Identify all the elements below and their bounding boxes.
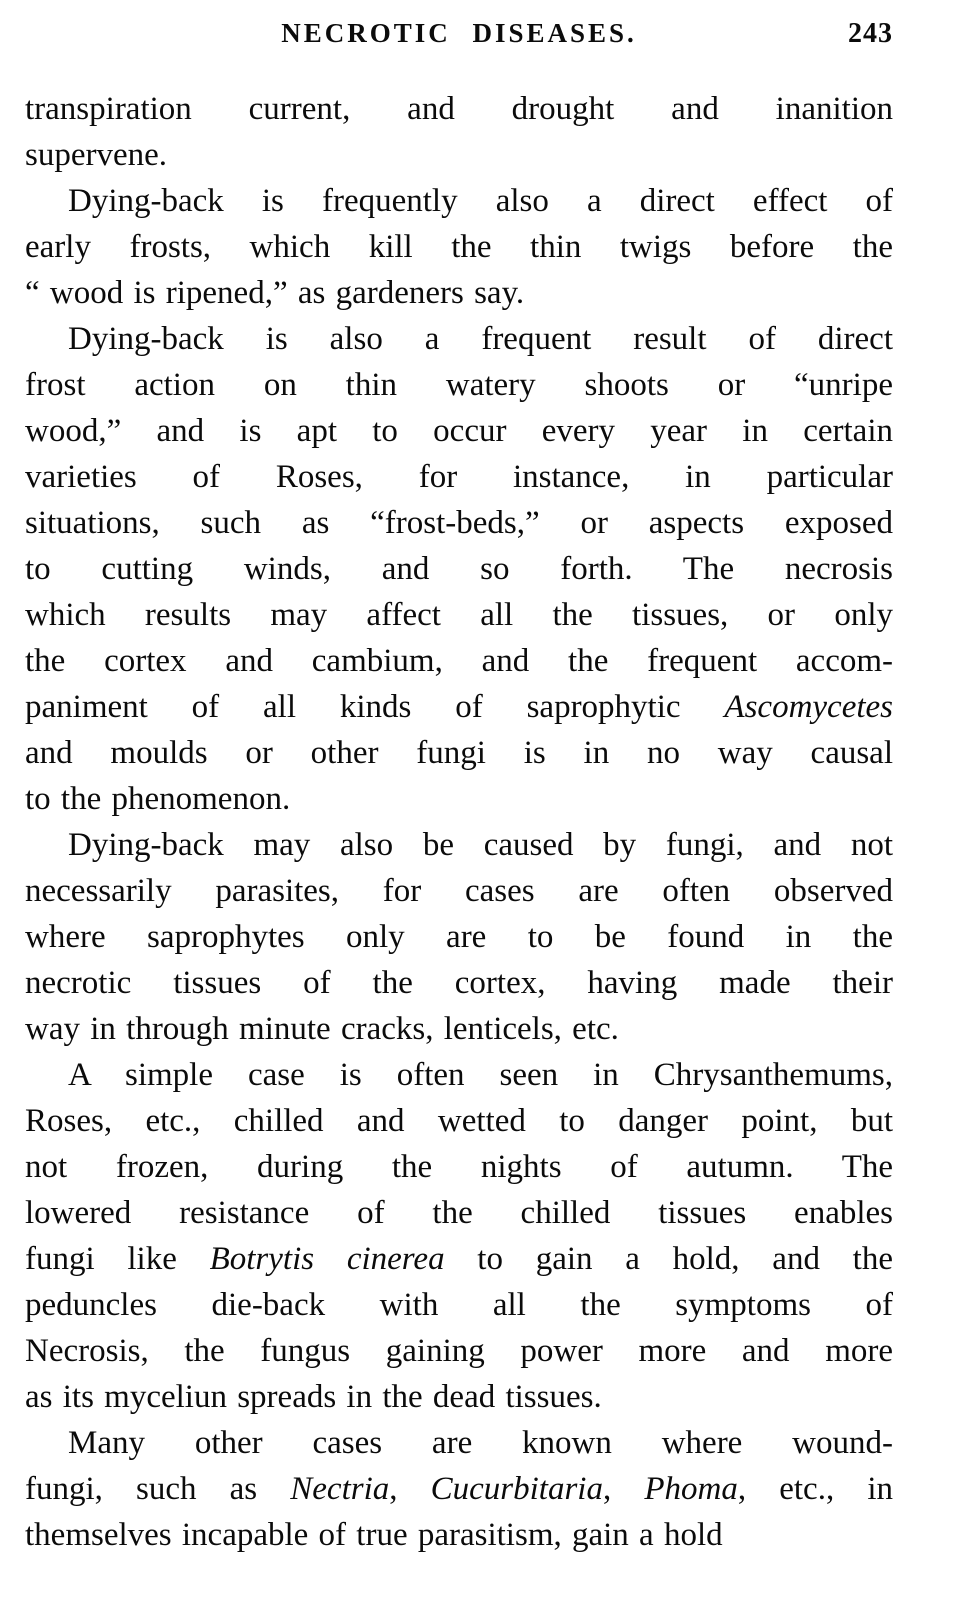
text-run: necessarily parasites, for cases are often observed	[25, 873, 893, 909]
text-line	[25, 960, 893, 1006]
text-run: themselves incapable of true parasitism, gain a hold	[25, 1517, 723, 1553]
text-run: as its myceliun spreads in the dead tissues.	[25, 1379, 602, 1415]
text-line	[25, 638, 893, 684]
text-run: necrotic tissues of the cortex, having made their	[25, 965, 893, 1001]
text-line	[25, 684, 893, 730]
text-line	[25, 362, 893, 408]
italic-species-name: Botrytis cinerea	[209, 1241, 445, 1277]
text-run: to the phenomenon.	[25, 781, 291, 817]
text-line	[25, 1236, 893, 1282]
text-run: A simple case is often seen in Chrysanthemums,	[68, 1057, 893, 1093]
text-run: situations, such as “frost-beds,” or aspects exposed	[25, 505, 893, 541]
text-line	[25, 592, 893, 638]
text-run: wood,” and is apt to occur every year in certain	[25, 413, 893, 449]
text-line	[25, 1420, 893, 1466]
text-line	[25, 1098, 893, 1144]
text-run: fungi, such as	[25, 1471, 291, 1507]
text-line	[25, 1006, 893, 1052]
text-line	[25, 1190, 893, 1236]
text-line	[25, 1144, 893, 1190]
text-line	[25, 822, 893, 868]
text-line	[25, 1282, 893, 1328]
text-run: Dying-back is also a frequent result of direct	[68, 321, 893, 357]
text-line	[25, 546, 893, 592]
text-line	[25, 178, 893, 224]
text-run: Dying-back may also be caused by fungi, and not	[68, 827, 893, 863]
text-run: lowered resistance of the chilled tissues enables	[25, 1195, 893, 1231]
text-line	[25, 316, 893, 362]
text-run: Roses, etc., chilled and wetted to danger point, but	[25, 1103, 893, 1139]
text-run: to gain a hold, and the	[444, 1241, 893, 1277]
text-run: fungi like	[25, 1241, 210, 1277]
text-line	[25, 868, 893, 914]
text-line	[25, 224, 893, 270]
text-run: peduncles die-back with all the symptoms of	[25, 1287, 893, 1323]
page-number: 243	[848, 18, 893, 49]
text-run: “ wood is ripened,” as gardeners say.	[25, 275, 525, 311]
text-line	[25, 1052, 893, 1098]
text-line	[25, 500, 893, 546]
paragraph	[25, 822, 893, 1052]
text-run: , etc., in	[737, 1471, 893, 1507]
text-line	[25, 730, 893, 776]
text-run: early frosts, which kill the thin twigs before the	[25, 229, 893, 265]
text-run: where saprophytes only are to be found in the	[25, 919, 893, 955]
text-line	[25, 1512, 893, 1558]
text-run: Necrosis, the fungus gaining power more and more	[25, 1333, 893, 1369]
text-line	[25, 1466, 893, 1512]
paragraph	[25, 1420, 893, 1558]
running-head	[25, 18, 893, 54]
text-line	[25, 408, 893, 454]
text-run: transpiration current, and drought and inanition	[25, 91, 893, 127]
text-run: to cutting winds, and so forth. The necrosis	[25, 551, 893, 587]
text-line	[25, 270, 893, 316]
paragraph	[25, 316, 893, 822]
text-line	[25, 454, 893, 500]
text-run: varieties of Roses, for instance, in particular	[25, 459, 893, 495]
italic-species-name: Ascomycetes	[724, 689, 893, 725]
text-line	[25, 776, 893, 822]
text-run: not frozen, during the nights of autumn. The	[25, 1149, 893, 1185]
page-title: NECROTIC DISEASES.	[281, 18, 637, 48]
italic-species-name: Nectria	[290, 1471, 390, 1507]
text-line	[25, 86, 893, 132]
text-run: the cortex and cambium, and the frequent accom-	[25, 643, 893, 679]
text-run: ,	[389, 1471, 431, 1507]
text-line	[25, 914, 893, 960]
text-run: and moulds or other fungi is in no way causal	[25, 735, 893, 771]
paragraph	[25, 178, 893, 316]
text-run: frost action on thin watery shoots or “unripe	[25, 367, 893, 403]
text-line	[25, 1328, 893, 1374]
text-run: ,	[602, 1471, 645, 1507]
text-run: which results may affect all the tissues, or only	[25, 597, 893, 633]
text-run: Many other cases are known where wound-	[68, 1425, 893, 1461]
italic-species-name: Cucurbitaria	[430, 1471, 603, 1507]
text-run: supervene.	[25, 137, 168, 173]
paragraph	[25, 86, 893, 178]
text-run: way in through minute cracks, lenticels, etc.	[25, 1011, 619, 1047]
italic-species-name: Phoma	[644, 1471, 738, 1507]
text-block	[25, 86, 893, 1558]
paragraph	[25, 1052, 893, 1420]
text-line	[25, 132, 893, 178]
text-line	[25, 1374, 893, 1420]
text-run: paniment of all kinds of saprophytic	[25, 689, 725, 725]
text-run: Dying-back is frequently also a direct effect of	[68, 183, 893, 219]
